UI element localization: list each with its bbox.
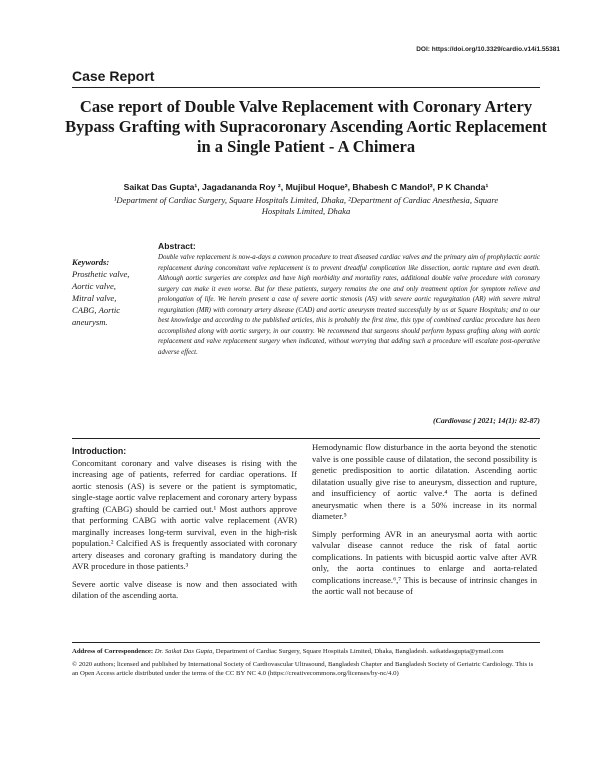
journal-citation: (Cardiovasc j 2021; 14(1): 82-87) [433, 416, 540, 425]
article-title: Case report of Double Valve Replacement with Coronary Artery Bypass Grafting with Supracoronary Ascending Aortic Replacement in a Single Patient - A Chimera [65, 97, 547, 156]
correspondence-label: Address of Correspondence: [72, 648, 154, 655]
correspondence-note [72, 647, 540, 657]
introduction-heading: Introduction: [72, 446, 127, 456]
footer-divider [72, 642, 540, 643]
footer-notes [72, 647, 540, 682]
author-list: Saikat Das Gupta¹, Jagadananda Roy ², Mujibul Hoque², Bhabesh C Mandol², P K Chanda¹ [123, 182, 489, 192]
header-divider [72, 87, 540, 88]
body-column-left [72, 446, 297, 608]
body-paragraph: Simply performing AVR in an aneurysmal aorta with aortic valvular disease cannot reduce the risk of fatal aortic complications. In patients with bicuspid aortic valve after AVR only, the aorta continues to enlarge and aorta-related complications increase.⁶,⁷ This is because of intrinsic changes in the aortic wall not because of [312, 528, 537, 596]
abstract-heading: Abstract: [158, 241, 196, 251]
keywords-heading: Keywords: [72, 257, 110, 267]
doi-link[interactable]: DOI: https://doi.org/10.3329/cardio.v14i1.55381 [416, 46, 560, 53]
correspondence-text: Department of Cardiac Surgery, Square Hospitals Limited, Dhaka, Bangladesh. saikatdasgupta@ymail.com [215, 648, 504, 655]
keyword-item: Mitral valve, [72, 293, 117, 303]
keyword-item: CABG, Aortic aneurysm. [72, 305, 121, 327]
abstract-divider [72, 438, 540, 439]
body-paragraph: Severe aortic valve disease is now and then associated with dilation of the ascending aorta. [72, 578, 297, 600]
license-note: © 2020 authors; licensed and published by International Society of Cardiovascular Ultrasound, Bangladesh Chapter and Bangladesh Society of Geriatric Cardiology. This is an Open Access article distributed under the terms of the CC BY NC 4.0 (https://creativecommons.org/licenses/by-nc/4.0) [72, 660, 534, 677]
body-paragraph: Concomitant coronary and valve diseases is rising with the increasing age of patients, referred for cardiac operations. If aortic stenosis (AS) is severe or the patient is symptomatic, single-stage aortic valve replacement and coronary artery bypass grafting (CABG) should be carried out.¹ Most authors approve that performing CABG with aortic valve replacement (AVR) marginally increases long-term survival, even in the high-risk population.² Calcified AS is frequently associated with coronary artery diseases and coronary grafting is mandatory during the AVR procedure in those patients.³ [72, 457, 297, 571]
affiliations: ¹Department of Cardiac Surgery, Square Hospitals Limited, Dhaka, ²Department of Cardiac Anesthesia, Square Hospitals Limited, Dhaka [113, 195, 499, 216]
keyword-item: Aortic valve, [72, 281, 116, 291]
body-paragraph: Hemodynamic flow disturbance in the aorta beyond the stenotic valve is one possible cause of dilatation, the second possibility is genetic predisposition to aortic dilatation. Ascending aortic dilatation usually give rise to aneurysm, dissection and rupture, and insufficiency of aortic valve.⁴ The aorta is defined aneurysmatic when there is a 50% increase in its normal diameter.⁵ [312, 442, 537, 521]
keywords-block [72, 256, 152, 328]
body-column-right [312, 442, 537, 604]
abstract-text: Double valve replacement is now-a-days a common procedure to treat diseased cardiac valves and the primary aim of prophylactic aortic replacement during concomitant valve replacement is to prevent dreadful complication like dissection, aortic rupture and even death. Although aortic surgeries are complex and have high morbidity and mortality rates, additional double valve procedure with coronary surgery can make it even worse. But for these patients, surgery remains the one and only treatment option for symptom relieve and prolongation of life. We herein present a case of severe aortic stenosis (AS) with severe aortic regurgitation (AR) with severe mitral regurgitation (MR) with coronary artery disease (CAD) and aortic aneurysm treated successfully by us at Square Hospitals; and to our best knowledge and according to the published articles, this is probably the first time, this type of combined cardiac procedure has been accomplished along with aortic surgery, in our country. We recommend that surgeons should perform bypass grafting along with aortic replacement and valve replacement surgery when indicated, without worrying that adding such a procedure will escalate post-operative adverse effect. [158, 254, 540, 356]
correspondence-name: Dr. Saikat Das Gupta, [154, 648, 215, 655]
section-type-label: Case Report [72, 68, 155, 84]
keyword-item: Prosthetic valve, [72, 269, 130, 279]
